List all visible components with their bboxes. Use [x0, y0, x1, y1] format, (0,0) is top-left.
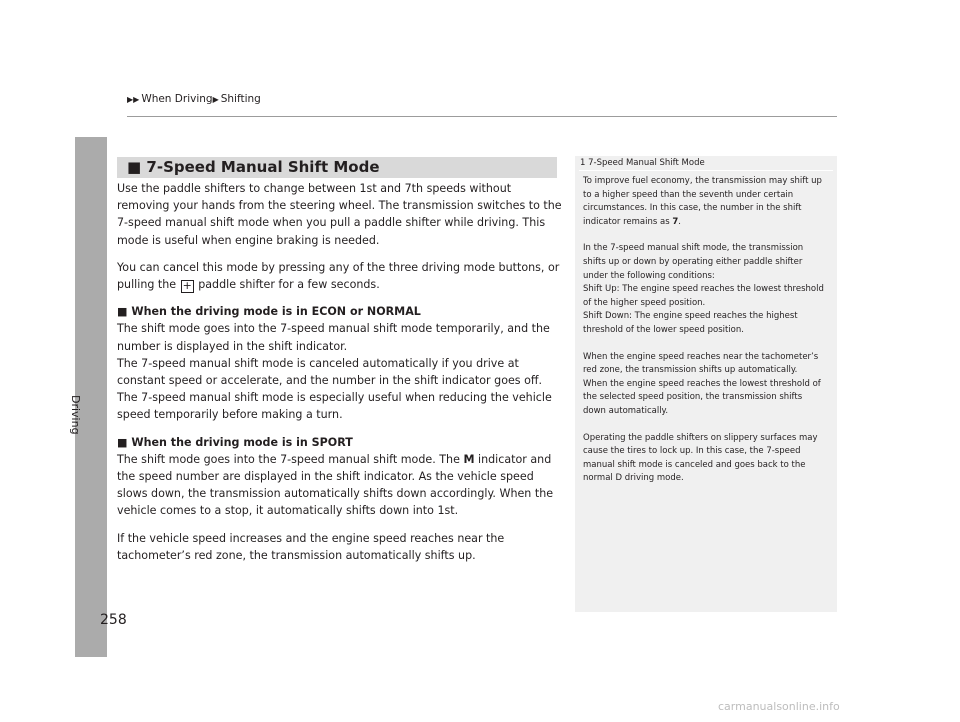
side-note-text: To improve fuel economy, the transmission may shift up to a higher speed than the seventh under certain circumstances. In this case, the number in the shift indicator remains as	[583, 176, 822, 227]
body-text: The shift mode goes into the 7-speed manual shift mode. The	[117, 452, 460, 466]
side-note-text: 7	[672, 216, 679, 227]
reference-icon: 1	[580, 158, 586, 168]
side-note-text: Shift Down: The engine speed reaches the highest threshold of the lower speed position.	[583, 311, 798, 335]
body-paragraph: If the vehicle speed increases and the engine speed reaches near the tachometer’s red zone, the transmission automatically shifts up.	[117, 531, 505, 562]
side-note-paragraph: To improve fuel economy, the transmission may shift up to a higher speed than the seventh under certain circumstances. In this case, the number in the shift indicator remains as 7.	[583, 176, 822, 227]
main-body	[117, 180, 562, 574]
breadcrumb-section[interactable]: When Driving	[141, 93, 213, 105]
section-title-text: 7-Speed Manual Shift Mode	[146, 158, 380, 176]
body-paragraph: Use the paddle shifters to change between 1st and 7th speeds without removing your hands from the steering wheel. The transmission switches to the 7-speed manual shift mode when you pull a paddle shifter while driving. This mode is useful when engine braking is needed.	[117, 182, 562, 247]
section-title	[127, 157, 380, 178]
page-number: 258	[100, 612, 127, 628]
body-paragraph	[117, 259, 562, 293]
subheading-text: When the driving mode is in SPORT	[131, 435, 353, 449]
m-indicator-text: M	[463, 452, 475, 466]
breadcrumb-arrow-icon: ▶▶	[127, 95, 140, 104]
side-note-rule	[579, 170, 833, 171]
section-marker-icon: ■	[127, 158, 142, 176]
side-note-paragraph: Operating the paddle shifters on slippery surfaces may cause the tires to lock up. In this case, the 7-speed manual shift mode is canceled and goes back to the normal D driving mode.	[583, 432, 818, 484]
side-note-text: In the 7-speed manual shift mode, the transmission shifts up or down by operating either paddle shifter under the following conditions:	[583, 243, 804, 281]
breadcrumb-arrow-icon: ▶	[212, 95, 219, 104]
body-paragraph	[117, 451, 562, 520]
subheading	[117, 434, 562, 451]
watermark: carmanualsonline.info	[718, 700, 840, 713]
subheading-marker-icon: ■	[117, 305, 128, 319]
side-note-text: Shift Up: The engine speed reaches the lowest threshold of the higher speed position.	[583, 284, 824, 308]
breadcrumb-page[interactable]: Shifting	[220, 93, 261, 105]
side-note-heading	[580, 158, 705, 168]
side-note-paragraph	[583, 242, 827, 337]
body-line: The 7-speed manual shift mode is canceled automatically if you drive at constant speed or accelerate, and the number in the shift indicator goes off.	[117, 356, 543, 388]
breadcrumb	[127, 93, 261, 105]
side-note-title: 7-Speed Manual Shift Mode	[588, 158, 705, 168]
plus-paddle-icon: +	[182, 279, 192, 293]
body-text: indicator and the speed number are displayed in the shift indicator. As the vehicle speed slows down, the transmission automatically shifts down accordingly. When the vehicle comes to a stop, it automatically shifts down into 1st.	[117, 452, 554, 518]
body-text: You can cancel this mode by pressing any of the three driving mode buttons, or pulling the	[117, 260, 560, 292]
side-note-text: When the engine speed reaches the lowest threshold of the selected speed position, the transmission shifts down automatically.	[583, 378, 821, 416]
side-note-paragraph	[583, 351, 827, 419]
body-line: The shift mode goes into the 7-speed manual shift mode temporarily, and the number is displayed in the shift indicator.	[117, 322, 550, 353]
header-rule	[127, 116, 837, 117]
sidebar-label: Driving	[69, 395, 82, 435]
side-note-text: When the engine speed reaches near the tachometer’s red zone, the transmission shifts up automatically.	[583, 351, 819, 376]
subheading	[117, 303, 562, 320]
side-note-body	[583, 175, 827, 499]
body-line: The 7-speed manual shift mode is especially useful when reducing the vehicle speed temporarily before making a turn.	[117, 391, 552, 422]
body-text: paddle shifter for a few seconds.	[198, 278, 380, 292]
subheading-marker-icon: ■	[117, 435, 128, 449]
subheading-text: When the driving mode is in ECON or NORMAL	[131, 305, 421, 319]
